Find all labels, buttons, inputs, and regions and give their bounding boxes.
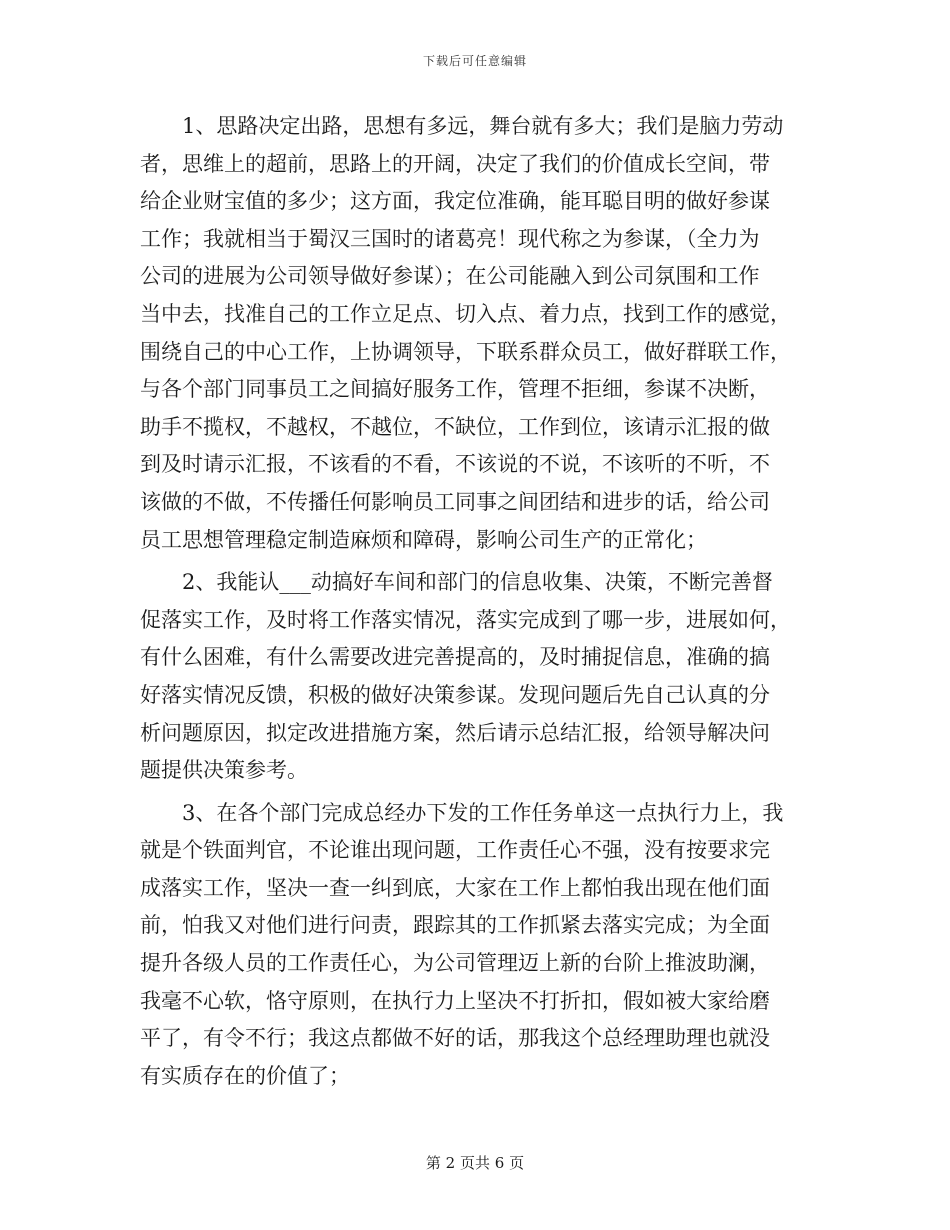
text-line: 前，怕我又对他们进行问责，跟踪其的工作抓紧去落实完成；为全面 [140,913,770,938]
page-header: 下载后可任意编辑 [422,54,527,68]
text-line: 我毫不心软，恪守原则，在执行力上坚决不打折扣，假如被大家给磨 [140,988,770,1013]
text-line: 有实质存在的价值了； [140,1063,350,1088]
text-line: 助手不揽权，不越权，不越位，不缺位，工作到位，该请示汇报的做 [140,414,770,439]
text-line: 员工思想管理稳定制造麻烦和障碍，影响公司生产的正常化； [140,527,707,552]
paragraph-1 [140,108,810,559]
document-body [140,108,810,1095]
text-line: 就是个铁面判官，不论谁出现问题，工作责任心不强，没有按要求完 [140,838,770,863]
text-line: 给企业财宝值的多少；这方面，我定位准确，能耳聪目明的做好参谋 [140,189,770,214]
text-line: 者，思维上的超前，思路上的开阔，决定了我们的价值成长空间，带 [140,151,770,176]
text-line: 好落实情况反馈，积极的做好决策参谋。发现问题后先自己认真的分 [140,682,770,707]
text-line: 2、我能认___动搞好车间和部门的信息收集、决策，不断完善督 [182,570,773,595]
text-line: 公司的进展为公司领导做好参谋）；在公司能融入到公司氛围和工作 [140,264,760,289]
text-line: 促落实工作，及时将工作落实情况，落实完成到了哪一步，进展如何， [140,607,791,632]
text-line: 到及时请示汇报，不该看的不看，不该说的不说，不该听的不听，不 [140,452,770,477]
text-line: 平了，有令不行；我这点都做不好的话，那我这个总经理助理也就没 [140,1026,770,1051]
text-line: 3、在各个部门完成总经办下发的工作任务单这一点执行力上，我 [182,800,784,825]
text-line: 析问题原因，拟定改进措施方案，然后请示总结汇报，给领导解决问 [140,720,770,745]
text-line: 有什么困难，有什么需要改进完善提高的，及时捕捉信息，准确的搞 [140,645,770,670]
text-line: 题提供决策参考。 [140,758,308,783]
paragraph-2 [140,564,810,790]
text-line: 成落实工作，坚决一查一纠到底，大家在工作上都怕我出现在他们面 [140,875,770,900]
text-line: 该做的不做，不传播任何影响员工同事之间团结和进步的话，给公司 [140,489,770,514]
page-number: 第 2 页共 6 页 [425,1154,525,1172]
text-line: 1、思路决定出路，思想有多远，舞台就有多大；我们是脑力劳动 [182,114,784,138]
text-line: 提升各级人员的工作责任心，为公司管理迈上新的台阶上推波助澜， [140,951,770,976]
text-line: 当中去，找准自己的工作立足点、切入点、着力点，找到工作的感觉， [140,301,791,326]
paragraph-3 [140,795,810,1096]
text-line: 围绕自己的中心工作，上协调领导，下联系群众员工，做好群联工作， [140,339,791,364]
text-line: 工作；我就相当于蜀汉三国时的诸葛亮！现代称之为参谋，（全力为 [140,226,760,251]
text-line: 与各个部门同事员工之间搞好服务工作，管理不拒细，参谋不决断， [140,377,770,402]
